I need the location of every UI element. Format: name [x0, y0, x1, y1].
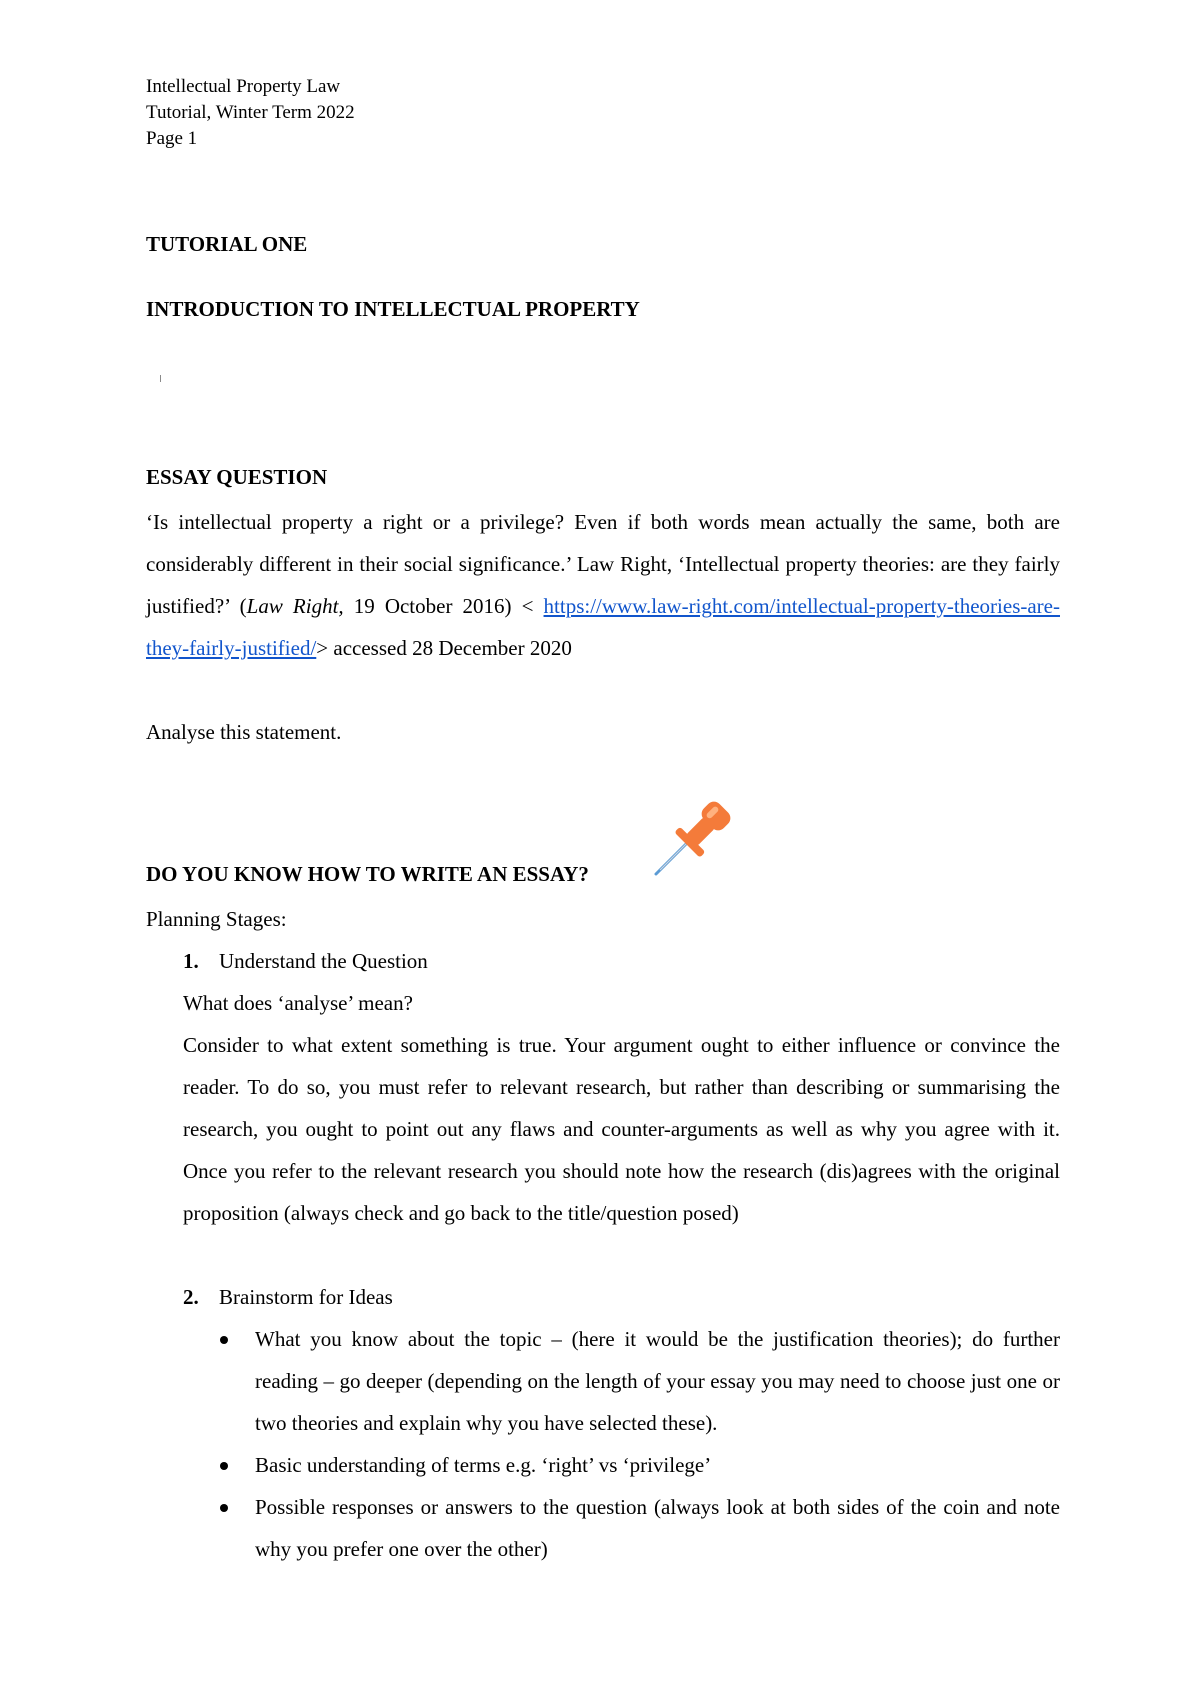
header-page-number: Page 1 — [146, 128, 198, 149]
step-1-title: Understand the Question — [219, 949, 428, 973]
step-1-question: What does ‘analyse’ mean? — [183, 991, 413, 1015]
header-term: Tutorial, Winter Term 2022 — [146, 102, 355, 123]
quote-text: ‘Is intellectual property a right or a privilege? Even if both words mean actually the same, both are considerably different in their social significance.’ Law Right, ‘Intellectual property theories: are they fairly justified?’ ( — [146, 510, 1060, 618]
bullet-icon — [220, 1504, 228, 1512]
source-date: 19 October 2016) < — [343, 594, 544, 618]
intro-heading: INTRODUCTION TO INTELLECTUAL PROPERTY — [146, 297, 640, 321]
essay-howto-heading: DO YOU KNOW HOW TO WRITE AN ESSAY? — [146, 862, 589, 886]
bullet-text: What you know about the topic – (here it would be the justification theories); do further reading – go deeper (depending on the length of your essay you may need to choose just one or two theories and explain why you have selected these). — [255, 1327, 1060, 1435]
bullet-icon — [220, 1462, 228, 1470]
step-1-number: 1. — [183, 949, 199, 973]
pushpin-icon — [652, 790, 742, 880]
bullet-text: Possible responses or answers to the question (always look at both sides of the coin and note why you prefer one over the other) — [255, 1495, 1060, 1561]
list-item — [218, 1318, 1060, 1444]
step-2 — [183, 1276, 393, 1318]
accessed-date: > accessed 28 December 2020 — [316, 636, 572, 660]
source-link[interactable]: https://www.law-right.com/intellectual-property-theories-are-they-fairly-justified/ — [146, 594, 1060, 660]
bullet-text: Basic understanding of terms e.g. ‘right’ vs ‘privilege’ — [255, 1453, 712, 1477]
step-1 — [183, 940, 428, 982]
step-1-body — [183, 982, 1060, 1234]
list-item — [218, 1444, 1060, 1486]
step-2-title: Brainstorm for Ideas — [219, 1285, 393, 1309]
bullet-icon — [220, 1336, 228, 1344]
analyse-instruction: Analyse this statement. — [146, 720, 342, 744]
step-1-explanation: Consider to what extent something is true. Your argument ought to either influence or convince the reader. To do so, you must refer to relevant research, but rather than describing or summarising the research, you ought to point out any flaws and counter-arguments as well as why you agree with it. Once you refer to the relevant research you should note how the research (dis)agrees with the original proposition (always check and go back to the title/question posed) — [183, 1033, 1060, 1225]
planning-label: Planning Stages: — [146, 907, 287, 931]
step-2-number: 2. — [183, 1285, 199, 1309]
brainstorm-list — [218, 1318, 1060, 1570]
tutorial-heading: TUTORIAL ONE — [146, 232, 308, 256]
essay-quote — [146, 501, 1060, 669]
essay-question-heading: ESSAY QUESTION — [146, 465, 328, 489]
source-name: Law Right, — [246, 594, 344, 618]
stray-mark — [160, 375, 161, 382]
header-course: Intellectual Property Law — [146, 76, 341, 97]
page-header — [146, 74, 355, 152]
list-item — [218, 1486, 1060, 1570]
